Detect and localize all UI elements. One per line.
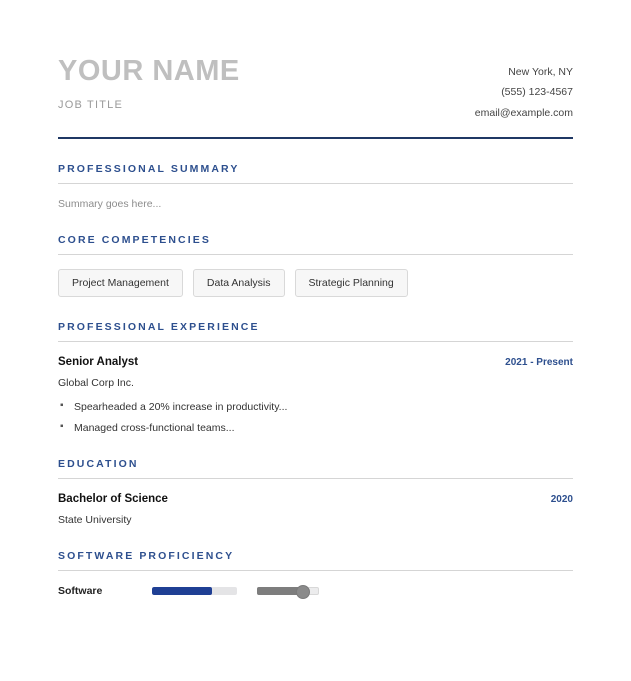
contact-block	[475, 40, 573, 123]
skill-label: Software	[58, 585, 103, 598]
skill-slider[interactable]	[257, 587, 319, 595]
competency-chip[interactable]: Project Management	[58, 269, 183, 297]
section-core-competencies	[58, 234, 573, 297]
contact-email: email@example.com	[474, 106, 573, 119]
section-title-experience: PROFESSIONAL EXPERIENCE	[58, 321, 573, 342]
experience-role: Senior Analyst	[58, 356, 139, 369]
skill-row	[58, 585, 573, 597]
section-professional-experience	[58, 321, 573, 434]
contact-phone: (555) 123-4567	[501, 86, 573, 99]
education-body	[58, 479, 573, 526]
section-professional-summary	[58, 163, 573, 210]
experience-bullet: ▪ Spearheaded a 20% increase in productivity...	[58, 401, 573, 413]
candidate-name: YOUR NAME	[58, 55, 240, 87]
education-entry-head	[58, 493, 573, 505]
experience-entry-head	[58, 356, 573, 368]
summary-placeholder-text: Summary goes here...	[58, 198, 162, 211]
slider-fill	[257, 587, 302, 595]
experience-bullet: ▪ Managed cross-functional teams...	[58, 422, 573, 434]
resume-header	[58, 40, 573, 139]
experience-entry	[58, 356, 573, 434]
competency-chip-list	[58, 269, 573, 297]
section-software-proficiency	[58, 550, 573, 597]
software-body	[58, 571, 573, 597]
resume-sheet	[58, 40, 573, 597]
experience-date: 2021 - Present	[505, 357, 573, 369]
education-degree: Bachelor of Science	[58, 493, 168, 506]
summary-body	[58, 184, 573, 210]
section-title-competencies: CORE COMPETENCIES	[58, 234, 573, 255]
competency-chip[interactable]: Data Analysis	[193, 269, 285, 297]
section-title-education: EDUCATION	[58, 458, 573, 479]
experience-company: Global Corp Inc.	[58, 377, 134, 390]
header-identity	[58, 40, 240, 111]
experience-body	[58, 342, 573, 434]
skill-progress-fill	[152, 587, 212, 595]
skill-progress-bar	[152, 587, 237, 595]
section-education	[58, 458, 573, 526]
contact-location: New York, NY	[508, 66, 573, 78]
competencies-body	[58, 255, 573, 297]
slider-thumb[interactable]	[296, 585, 310, 599]
candidate-job-title: JOB TITLE	[58, 99, 123, 112]
education-entry	[58, 493, 573, 526]
experience-bullet-list	[58, 401, 573, 434]
education-school: State University	[58, 514, 132, 527]
education-date: 2020	[550, 494, 573, 506]
section-title-summary: PROFESSIONAL SUMMARY	[58, 163, 573, 184]
competency-chip[interactable]: Strategic Planning	[295, 269, 408, 297]
section-title-software: SOFTWARE PROFICIENCY	[58, 550, 573, 571]
